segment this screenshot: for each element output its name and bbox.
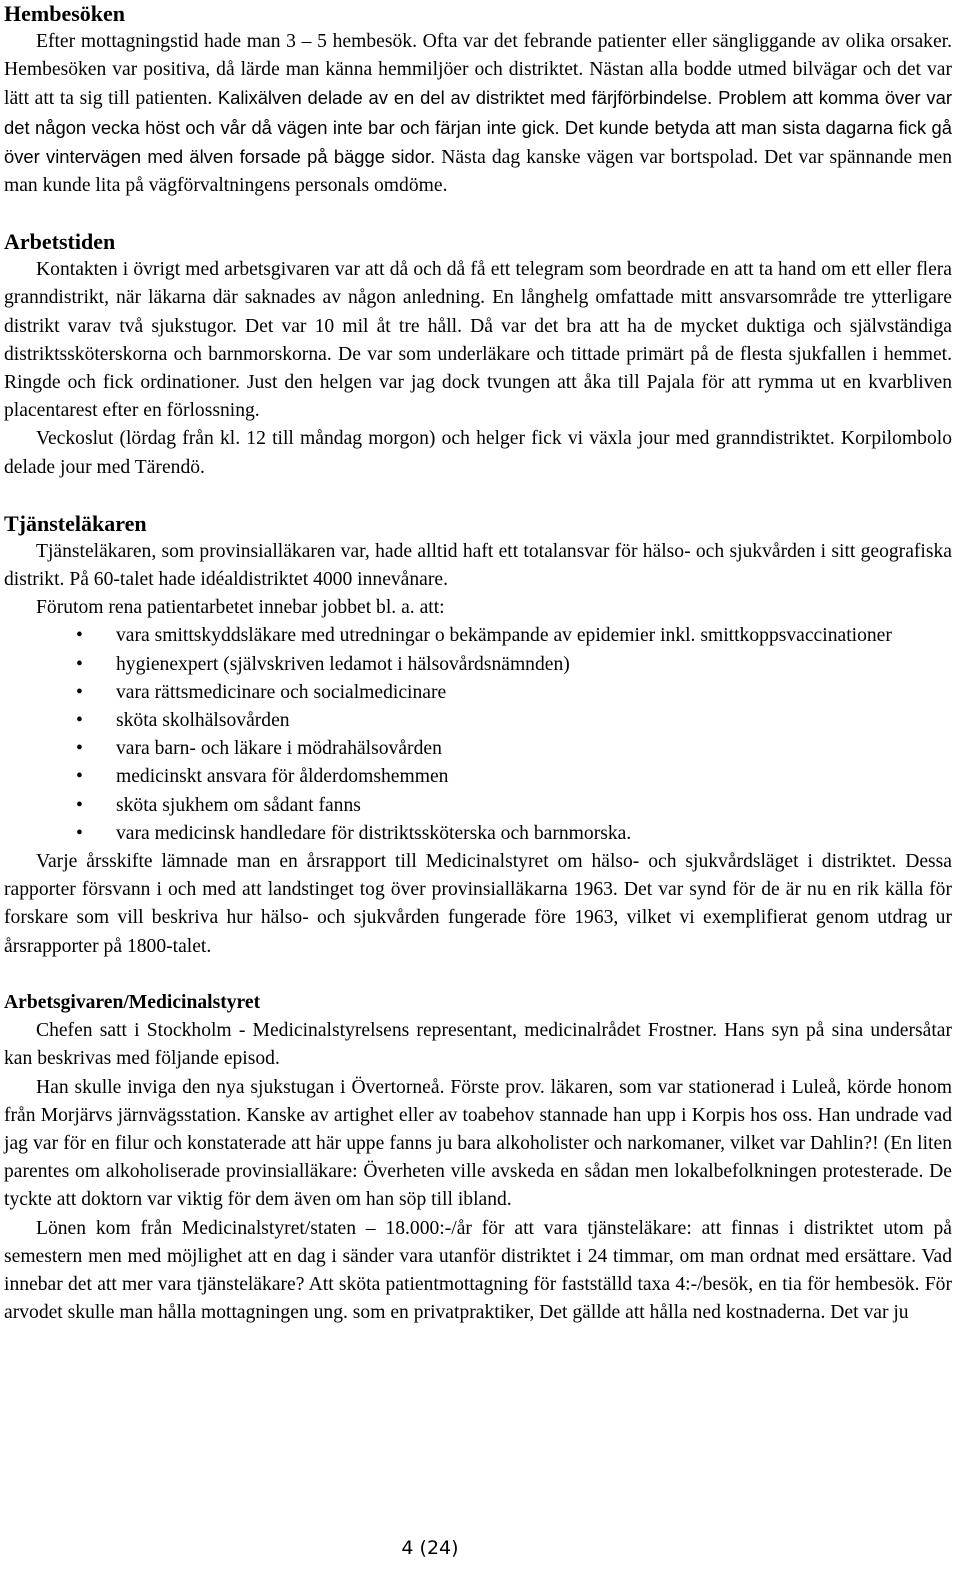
list-item xyxy=(4,679,952,707)
list-item-text: vara barn- och läkare i mödrahälsovården xyxy=(116,738,442,760)
paragraph-arbetsgivaren-2: Han skulle inviga den nya sjukstugan i Övertorneå. Förste prov. läkaren, som var stationerad i Luleå, körde honom från Morjärvs järnvägsstation. Kanske av artighet eller av toabehov stannade han upp i Korpis hos oss. Han undrade vad jag var för en filur och konstaterade att här uppe fanns ju bara alkoholister och narkomaner, vilket var Dahlin?! (En liten parentes om alkoholiserade provinsialläkare: Överheten ville avskeda en sådan men lokalbefolkningen protesterade. De tyckte att doktorn var viktig för dem även om han söp till ibland. xyxy=(4,1076,952,1211)
list-item-text: vara rättsmedicinare och socialmedicinare xyxy=(116,681,447,703)
paragraph-arbetsgivaren-1: Chefen satt i Stockholm - Medicinalstyrelsens representant, medicinalrådet Frostner. Hans syn på sina undersåtar kan beskrivas med följande episod. xyxy=(4,1020,952,1070)
paragraph-tjanstelakaren-2: Förutom rena patientarbetet innebar jobbet bl. a. att: xyxy=(36,597,445,619)
bullet-icon: • xyxy=(76,710,83,732)
bullet-icon: • xyxy=(76,766,83,788)
list-item-text: vara medicinsk handledare för distriktssköterska och barnmorska. xyxy=(116,822,632,844)
list-item-text: sköta sjukhem om sådant fanns xyxy=(116,794,361,816)
paragraph-segment: Nästa dag kanske vägen var bortspolad. Det var spännande men man kunde lita på vägförvaltningens personals omdöme. xyxy=(4,146,952,197)
list-item-text: sköta skolhälsovården xyxy=(116,710,290,732)
section-heading-arbetstiden: Arbetstiden xyxy=(4,229,116,255)
paragraph-arbetsgivaren-3: Lönen kom från Medicinalstyret/staten – 18.000:-/år för att vara tjänsteläkare: att finnas i distriktet utom på semestern men med möjlighet att en dag i sänder vara utanför distriktet i 24 timmar, om man ordnat med ersättare. Vad innebar det att mer vara tjänsteläkare? Att sköta patientmottagning för fastställd taxa 4:-/besök, en tia för hembesök. För arvodet skulle man hålla mottagningen ung. som en privatpraktiker, Det gällde att hålla ned kostnaderna. Det var ju xyxy=(4,1217,952,1324)
bullet-icon: • xyxy=(76,822,83,844)
section-heading-hembesoken: Hembesöken xyxy=(4,1,125,26)
list-item xyxy=(4,622,952,650)
section-heading-tjanstelakaren: Tjänsteläkaren xyxy=(4,510,147,536)
list-item-text: medicinskt ansvara för ålderdomshemmen xyxy=(116,766,449,788)
section-heading-arbetsgivaren: Arbetsgivaren/Medicinalstyret xyxy=(4,991,261,1013)
list-item xyxy=(4,792,952,820)
list-item xyxy=(4,820,952,848)
list-item-text: vara smittskyddsläkare med utredningar o bekämpande av epidemier inkl. smittkoppsvaccinationer xyxy=(116,625,892,647)
paragraph-hembesoken xyxy=(4,28,952,200)
document-body xyxy=(4,0,952,1327)
bullet-icon: • xyxy=(76,681,83,703)
bullet-icon: • xyxy=(76,738,83,760)
list-item-text: hygienexpert (självskriven ledamot i hälsovårdsnämnden) xyxy=(116,653,570,675)
list-item xyxy=(4,707,952,735)
bullet-icon: • xyxy=(76,625,83,647)
paragraph-segment: Kalixälven delade av en del av distriktet med färjförbindelse. Problem att komma över var det någon vecka höst och vår då vägen inte bar och färjan inte gick. xyxy=(4,87,952,138)
paragraph-segment: Det kunde betyda att man sista dagarna fick gå över vintervägen med älven forsade på bägge sidor. xyxy=(4,116,953,167)
list-item xyxy=(4,763,952,791)
paragraph-arbetstiden-1: Kontakten i övrigt med arbetsgivaren var att då och då få ett telegram som beordrade en att ta hand om ett eller flera granndistrikt, när läkarna där saknades av någon anledning. En långhelg omfattade mitt ansvarsområde tre ytterligare distrikt varav två sjukstugor. Det var 10 mil åt tre håll. Då var det bra att ha de mycket duktiga och självständiga distriktssköterskorna och barnmorskorna. De var som underläkare och tittade primärt på de flesta sjukfallen i hemmet. Ringde och fick ordinationer. Just den helgen var jag dock tvungen att åka till Pajala för att rymma ut en kvarbliven placentarest efter en förlossning. xyxy=(4,259,952,422)
list-item xyxy=(4,735,952,763)
list-item xyxy=(4,651,952,679)
paragraph-tjanstelakaren-3: Varje årsskifte lämnade man en årsrapport till Medicinalstyret om hälso- och sjukvårdsläget i distriktet. Dessa rapporter försvann i och med att landstinget tog över provinsialläkarna 1963. Det var synd för de är nu en rik källa för forskare som vill beskriva hur hälso- och sjukvården fungerade före 1963, vilket vi exemplifierat genom utdrag ur årsrapporter på 1800-talet. xyxy=(4,851,952,957)
paragraph-arbetstiden-2: Veckoslut (lördag från kl. 12 till måndag morgon) och helger fick vi växla jour med granndistriktet. Korpilombolo delade jour med Tärendö. xyxy=(4,428,952,478)
spacer xyxy=(4,961,952,989)
spacer xyxy=(4,200,952,228)
spacer xyxy=(4,482,952,510)
page-number: 4 (24) xyxy=(401,1537,459,1559)
bullet-icon: • xyxy=(76,794,83,816)
paragraph-segment: Efter mottagningstid hade man 3 – 5 hembesök. Ofta var det febrande patienter eller sängliggande av olika orsaker. Hembesöken var positiva, då lärde man känna hemmiljöer och distriktet. Nästan alla bodde utmed bilvägar och det var lätt att ta sig till patienten. xyxy=(4,31,952,110)
bullet-icon: • xyxy=(76,653,83,675)
paragraph-tjanstelakaren-1: Tjänsteläkaren, som provinsialläkaren var, hade alltid haft ett totalansvar för hälso- och sjukvården i sitt geografiska distrikt. På 60-talet hade idéaldistriktet 4000 innevånare. xyxy=(4,540,952,591)
duties-list xyxy=(4,622,952,848)
